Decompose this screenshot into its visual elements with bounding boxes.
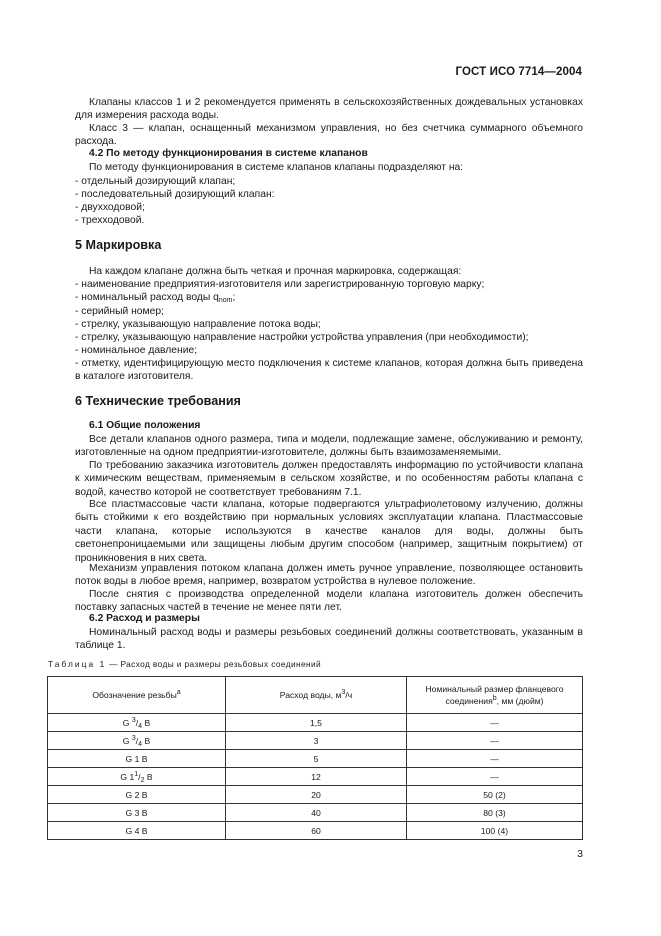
cell-thread: G $1^1/_2$ B <box>48 768 226 786</box>
cell-thread: G $^3/_4$ B <box>48 732 226 750</box>
section-6-2-heading: 6.2 Расход и размеры <box>89 613 200 624</box>
cell-flange: — <box>407 732 583 750</box>
section-6-heading: 6 Технические требования <box>75 394 241 408</box>
cell-flange: — <box>407 750 583 768</box>
list-item: - стрелку, указывающую направление потока воды; <box>75 319 321 330</box>
list-item <box>75 291 583 304</box>
cell-thread: G 3 B <box>48 804 226 822</box>
list-item: - последовательный дозирующий клапан: <box>75 189 275 200</box>
cell-flow: 20 <box>226 786 407 804</box>
section-4-2-lead: По методу функционирования в системе клапанов клапаны подразделяют на: <box>89 162 464 173</box>
cell-flange: 80 (3) <box>407 804 583 822</box>
list-item: - серийный номер; <box>75 306 164 317</box>
section-6-1-paragraph-3: Все пластмассовые части клапана, которые подвергаются ультрафиолетовому излучению, должны быть стойкими к его воздействию при нормальных условиях эксплуатации клапана. Пластмассовые части клапана, которые используются в качестве каналов для воды, должны быть светонепроницаемыми или защищены любым другим способом (например, защитным покрытием) от проникновения в них света. <box>75 499 583 564</box>
cell-flow: 3 <box>226 732 407 750</box>
list-item: - двухходовой; <box>75 202 145 213</box>
list-item: - отметку, идентифицирующую место подключения к системе клапанов, которая должна быть приведена в каталоге изготовителя. <box>75 358 583 383</box>
table-caption <box>48 659 321 669</box>
list-item-punct: ; <box>232 292 236 303</box>
section-6-1-paragraph-1: Все детали клапанов одного размера, типа и модели, подлежащие замене, обслуживанию и ремонту, изготовленные на одном предприятии-изготовителе, должны быть взаимозаменяемыми. <box>75 434 583 459</box>
section-6-2-paragraph: Номинальный расход воды и размеры резьбовых соединений должны соответствовать, указанным в таблице 1. <box>75 627 583 652</box>
section-6-1-heading: 6.1 Общие положения <box>89 420 201 431</box>
table-caption-label: Таблица 1 <box>48 659 107 669</box>
cell-flange: 100 (4) <box>407 822 583 840</box>
flow-thread-table <box>47 676 583 840</box>
list-item-text: - номинальный расход воды q <box>75 292 219 303</box>
table-caption-text: — Расход воды и размеры резьбовых соединений <box>106 659 322 669</box>
table-row <box>48 786 583 804</box>
cell-flange: 50 (2) <box>407 786 583 804</box>
list-item: - наименование предприятия-изготовителя или зарегистрированную торговую марку; <box>75 279 485 290</box>
subscript-nom: nom <box>218 297 233 304</box>
list-item: - трехходовой. <box>75 215 145 226</box>
table-row <box>48 804 583 822</box>
cell-flange: — <box>407 714 583 732</box>
table-header-row <box>48 677 583 714</box>
section-6-1-paragraph-5: После снятия с производства определенной модели клапана изготовитель должен обеспечить поставку запасных частей в течение не менее пяти лет. <box>75 589 583 614</box>
table-row <box>48 750 583 768</box>
cell-thread: G 2 B <box>48 786 226 804</box>
cell-thread: G 1 B <box>48 750 226 768</box>
section-6-1-paragraph-4: Механизм управления потоком клапана должен иметь ручное управление, позволяющее остановить поток воды в любое время, например, возвратом устройства в нулевое положение. <box>75 563 583 588</box>
list-item: - отдельный дозирующий клапан; <box>75 176 236 187</box>
table-row <box>48 822 583 840</box>
section-6-1-paragraph-2: По требованию заказчика изготовитель должен предоставлять информацию по устойчивости клапана к химическим веществам, применяемым в сельском хозяйстве, и по особенностям работы клапана с водой, качество которой не соответствует требованиям 7.1. <box>75 460 583 498</box>
cell-thread: G $^3/_4$ B <box>48 714 226 732</box>
intro-paragraph-1: Клапаны классов 1 и 2 рекомендуется применять в сельскохозяйственных дождевальных установках для измерения расхода воды. <box>75 97 583 122</box>
section-4-2-heading: 4.2 По методу функционирования в системе клапанов <box>89 148 368 159</box>
section-5-heading: 5 Маркировка <box>75 238 162 252</box>
header-water-flow: Расход воды, $м^3/ч$ <box>226 677 407 714</box>
intro-paragraph-2: Класс 3 — клапан, оснащенный механизмом управления, но без счетчика суммарного объемного расхода. <box>75 123 583 148</box>
cell-flow: 60 <box>226 822 407 840</box>
table-row <box>48 768 583 786</box>
cell-flow: 5 <box>226 750 407 768</box>
cell-flow: 1,5 <box>226 714 407 732</box>
cell-flow: 12 <box>226 768 407 786</box>
table-row <box>48 714 583 732</box>
list-item: - номинальное давление; <box>75 345 198 356</box>
page-number: 3 <box>577 848 583 860</box>
table-row <box>48 732 583 750</box>
section-5-lead: На каждом клапане должна быть четкая и прочная маркировка, содержащая: <box>89 266 462 277</box>
list-item: - стрелку, указывающую направление настройки устройства управления (при необходимости); <box>75 332 529 343</box>
document-id: ГОСТ ИСО 7714—2004 <box>455 66 582 78</box>
header-flange-size: Номинальный размер фланцевого соединения$^b$, мм (дюйм) <box>407 677 583 714</box>
header-thread-designation: Обозначение резьбы$^a$ <box>48 677 226 714</box>
cell-thread: G 4 B <box>48 822 226 840</box>
cell-flow: 40 <box>226 804 407 822</box>
cell-flange: — <box>407 768 583 786</box>
